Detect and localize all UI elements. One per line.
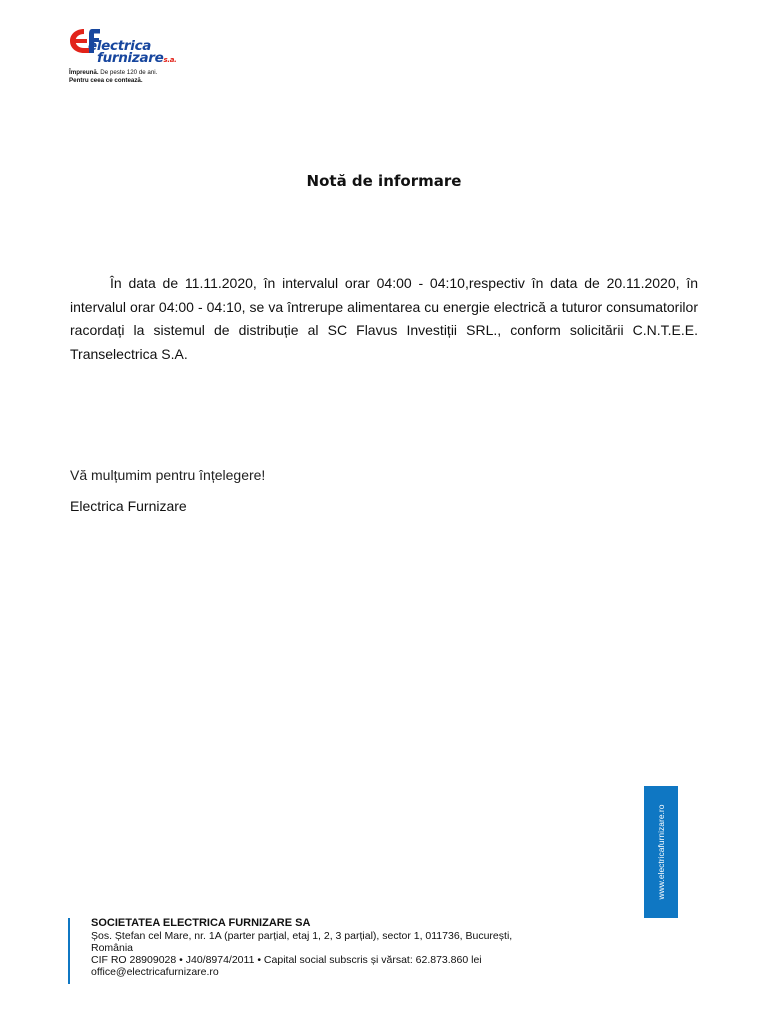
thanks-line: Vă mulțumim pentru înțelegere! <box>70 467 266 483</box>
document-body: În data de 11.11.2020, în intervalul orar 04:00 - 04:10,respectiv în data de 20.11.2020, în intervalul orar 04:00 - 04:10, se va întrerupe alimentarea cu energie electrică a tuturor consumatorilor racordați la sistemul de distribuție al SC Flavus Investiții SRL., conform solicitării C.N.T.E.E. Transelectrica S.A. <box>70 275 698 362</box>
company-logo <box>68 26 198 88</box>
logo-brand-furnizare: furnizare <box>97 50 164 66</box>
logo-brand-line-2 <box>97 52 176 67</box>
logo-tagline-2-bold: Pentru ceea ce contează. <box>69 77 143 84</box>
logo-tagline-1 <box>69 69 157 77</box>
footer-address-2: România <box>91 942 134 954</box>
website-url: www.electricafurnizare.ro <box>656 804 666 900</box>
footer-company-name: SOCIETATEA ELECTRICA FURNIZARE SA <box>91 917 311 929</box>
footer-accent-bar <box>68 918 70 984</box>
website-side-tab <box>644 786 678 918</box>
logo-tagline-1-rest: De peste 120 de ani. <box>98 69 158 76</box>
logo-brand-line-1: electrica <box>88 38 152 54</box>
footer-email: office@electricafurnizare.ro <box>91 966 219 978</box>
footer-address-1: Șos. Ștefan cel Mare, nr. 1A (parter parțial, etaj 1, 2, 3 parțial), sector 1, 011736, București, <box>91 930 513 942</box>
footer-registry: CIF RO 28909028 • J40/8974/2011 • Capital social subscris și vărsat: 62.873.860 lei <box>91 954 482 966</box>
logo-tagline-2 <box>69 77 143 85</box>
document-title: Notă de informare <box>306 172 462 190</box>
footer <box>91 917 571 978</box>
logo-tagline-1-bold: Împreună. <box>69 69 99 76</box>
logo-brand-suffix: s.a. <box>163 56 177 64</box>
signoff-line: Electrica Furnizare <box>70 498 187 514</box>
